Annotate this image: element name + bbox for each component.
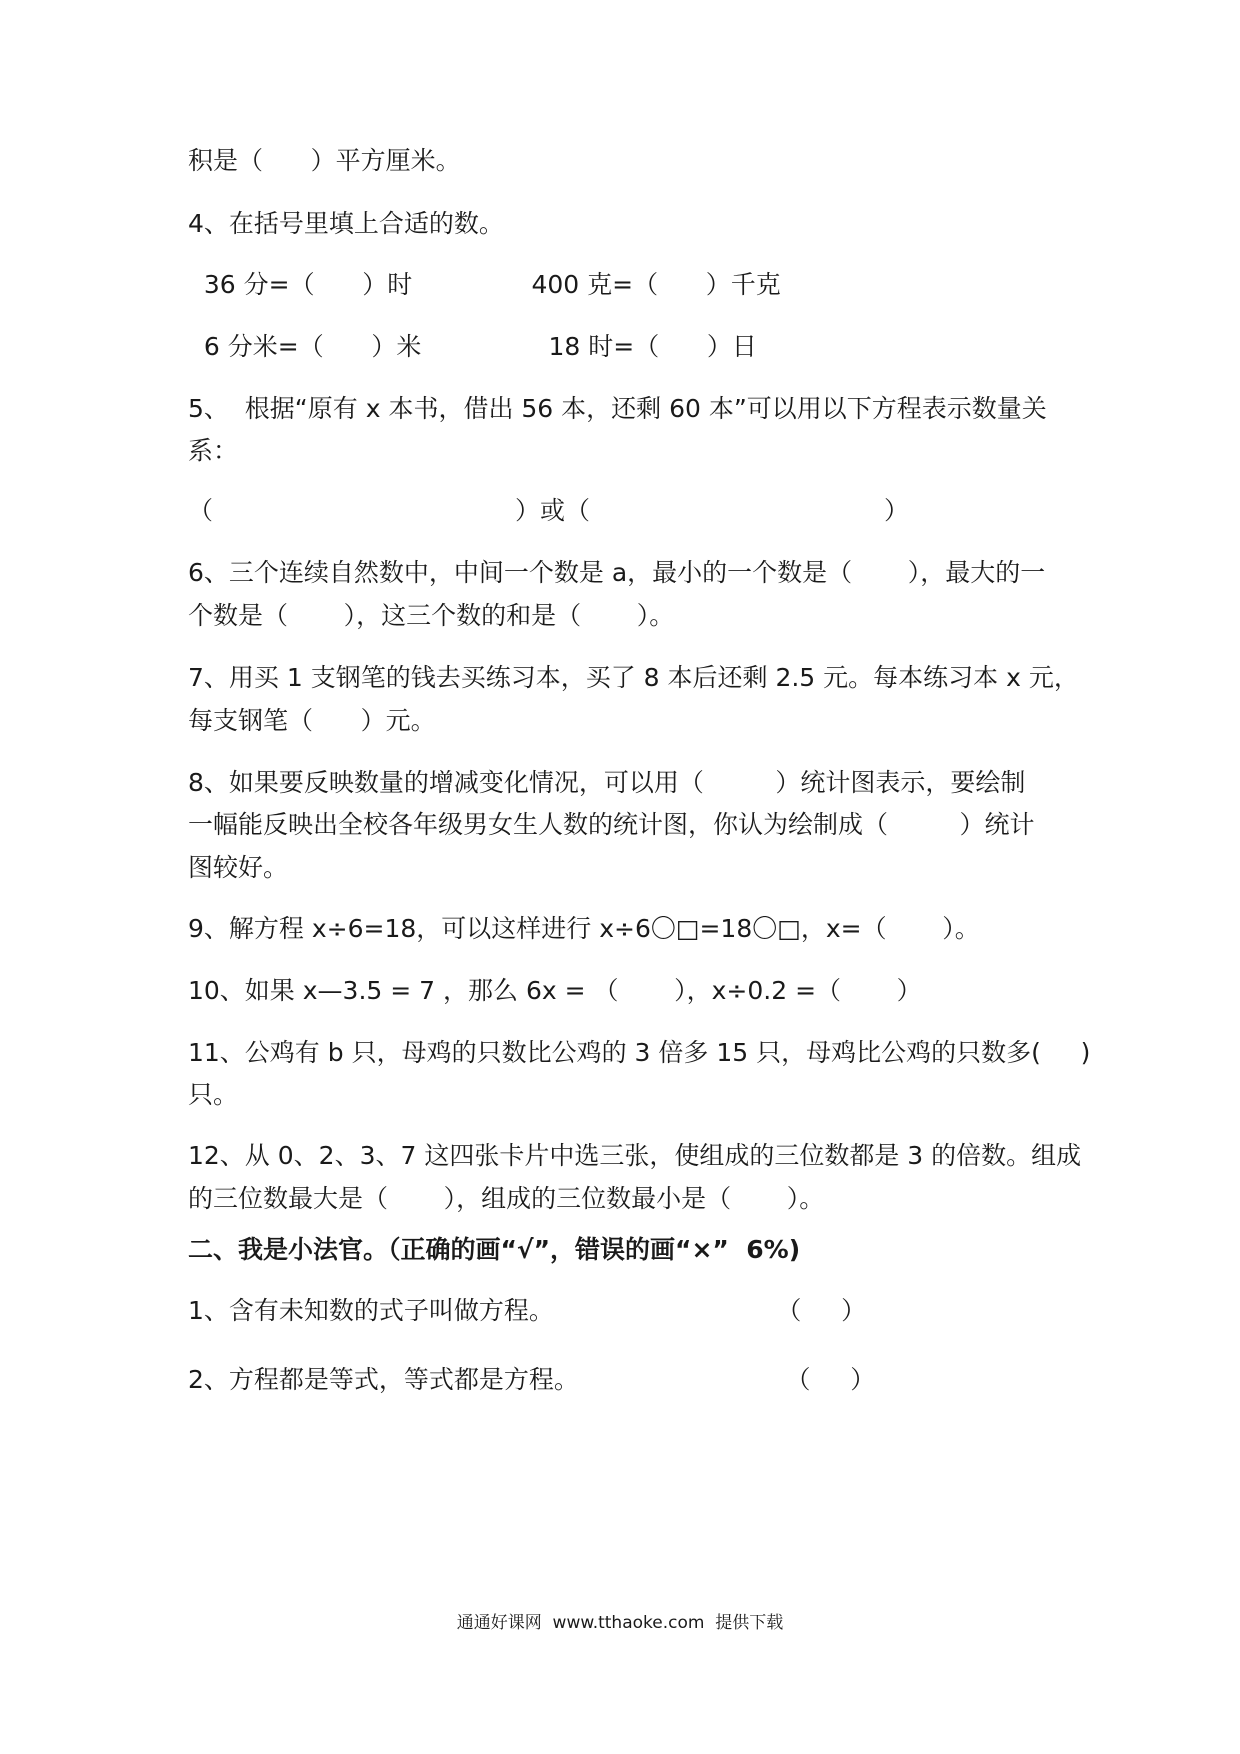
q9-line: 9、解方程 x÷6=18，可以这样进行 x÷6〇□=18〇□，x=（ ）。	[188, 914, 980, 943]
q11-line-1: 11、公鸡有 b 只，母鸡的只数比公鸡的 3 倍多 15 只，母鸡比公鸡的只数多( )	[188, 1038, 1091, 1067]
q4-row-1: 36 分=（ ）时 400 克=（ ）千克	[188, 270, 781, 299]
q12-line-2: 的三位数最大是（ ），组成的三位数最小是（ ）。	[188, 1184, 825, 1213]
q5-answer-blanks: （ ）或（ ）	[188, 496, 910, 525]
q11-line-2: 只。	[188, 1080, 239, 1109]
q6-line-2: 个数是（ ），这三个数的和是（ ）。	[188, 601, 675, 630]
judge-q1: 1、含有未知数的式子叫做方程。 （ ）	[188, 1296, 867, 1325]
q5-line-1: 5、 根据“原有 x 本书，借出 56 本，还剩 60 本”可以用以下方程表示数量关	[188, 394, 1047, 423]
q7-line-2: 每支钢笔（ ）元。	[188, 706, 436, 735]
q8-line-3: 图较好。	[188, 853, 289, 882]
q7-line-1: 7、用买 1 支钢笔的钱去买练习本，买了 8 本后还剩 2.5 元。每本练习本 x 元，	[188, 663, 1079, 692]
q10-line: 10、如果 x—3.5 = 7 ，那么 6x = （ ），x÷0.2 =（ ）	[188, 976, 922, 1005]
q4-title: 4、在括号里填上合适的数。	[188, 209, 504, 238]
section-2-heading: 二、我是小法官。（正确的画“√”，错误的画“×” 6%)	[188, 1235, 801, 1264]
q12-line-1: 12、从 0、2、3、7 这四张卡片中选三张，使组成的三位数都是 3 的倍数。组成	[188, 1141, 1082, 1170]
q8-line-2: 一幅能反映出全校各年级男女生人数的统计图，你认为绘制成（ ）统计	[188, 810, 1035, 839]
q4-row-2: 6 分米=（ ）米 18 时=（ ）日	[188, 332, 757, 361]
judge-q2: 2、方程都是等式，等式都是方程。 （ ）	[188, 1365, 876, 1394]
q5-line-2: 系：	[188, 436, 239, 465]
q3-continuation: 积是（ ）平方厘米。	[188, 146, 461, 175]
q8-line-1: 8、如果要反映数量的增减变化情况，可以用（ ）统计图表示，要绘制	[188, 768, 1026, 797]
page-footer: 通通好课网 www.tthaoke.com 提供下载	[456, 1613, 784, 1633]
q6-line-1: 6、三个连续自然数中，中间一个数是 a，最小的一个数是（ ），最大的一	[188, 558, 1046, 587]
